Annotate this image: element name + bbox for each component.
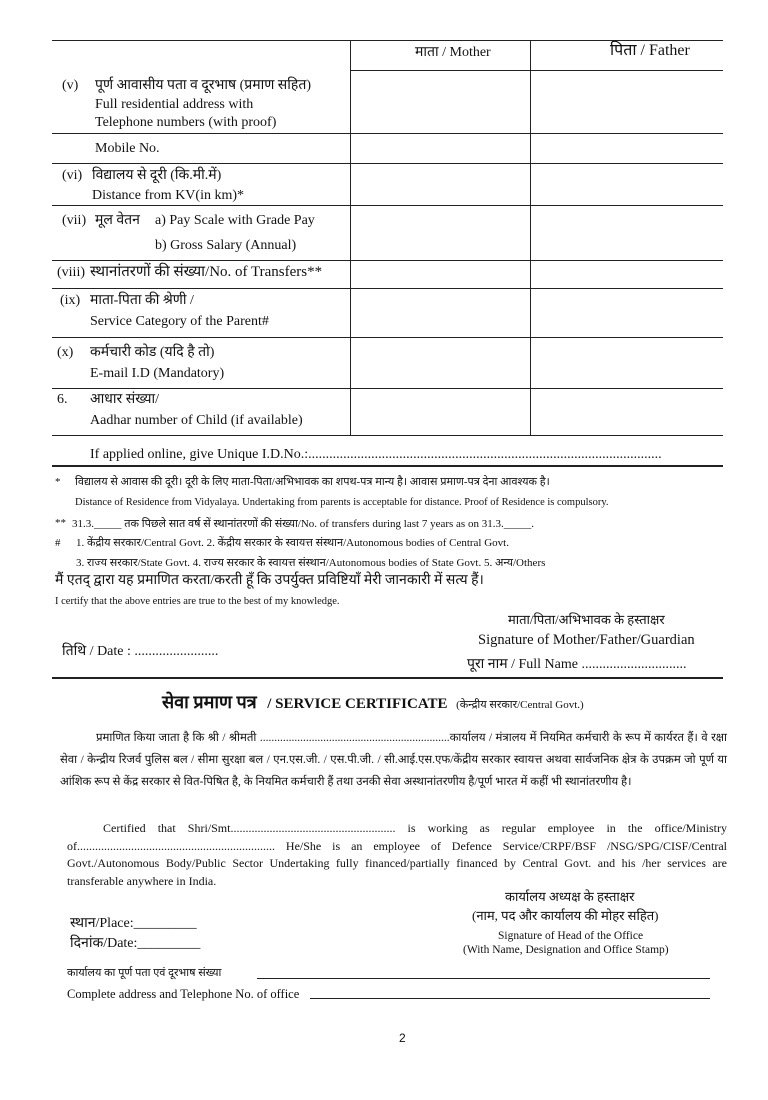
row-label: E-mail I.D (Mandatory) <box>90 366 225 381</box>
row-num: (ix) <box>60 293 81 308</box>
divider <box>52 465 723 467</box>
title-sub: (केन्द्रीय सरकार/Central Govt.) <box>456 699 584 711</box>
note-dstar: ** <box>55 517 66 529</box>
row-divider <box>52 337 723 338</box>
row-label-hindi: माता-पिता की श्रेणी / <box>90 293 194 308</box>
head-signature-hindi: कार्यालय अध्यक्ष के हस्ताक्षर <box>505 889 635 904</box>
certify-hindi: मैं एतद् द्वारा यह प्रमाणित करता/करती हूँ कि उपर्युक्त प्रविष्टियाँ मेरी जानकारी में सत्य हैं। <box>55 573 484 588</box>
row-num: (x) <box>57 345 74 360</box>
row-label-hindi: मूल वेतन <box>95 213 140 228</box>
row-divider <box>52 388 723 389</box>
row-label: Full residential address with <box>95 97 254 112</box>
row-divider <box>52 163 723 164</box>
row-label: Distance from KV(in km)* <box>92 188 245 203</box>
row-label-hindi: पूर्ण आवासीय पता व दूरभाष (प्रमाण सहित) <box>95 78 311 93</box>
certificate-para-hindi: प्रमाणित किया जाता है कि श्री / श्रीमती ..................................................................कार्यालय / मंत्रालय में नियमित कर्मचारी के रूप में कार्यरत हैं। वे रक्षा सेवा / केन्द्रीय रिजर्व पुलिस बल / सीमा सुरक्षा बल / एन.एस.जी. / एस.पी.जी. / सी.आई.एस.एफ/केंद्रीय सरकार स्वायत्त अथवा सार्वजनिक क्षेत्र के उपक्रम जो पूर्ण या आंशिक रूप से केंद्र सरकार से वित-पिषित है, के नियमित कर्मचारी हैं तथा उनकी सेवा अस्थानांतरणीय है/पूर्ण भारत में कहीं भी स्थानांतरणीय है। <box>60 732 727 788</box>
row-divider <box>52 288 723 289</box>
address-line[interactable] <box>257 978 710 979</box>
signature-english: Signature of Mother/Father/Guardian <box>478 632 695 648</box>
page-number: 2 <box>399 1031 406 1045</box>
certify-english: I certify that the above entries are true to the best of my knowledge. <box>55 596 340 607</box>
place-field[interactable]: स्थान/Place:_________ <box>70 916 197 931</box>
note-star-hindi: विद्यालय से आवास की दूरी। दूरी के लिए माता-पिता/अभिभावक का शपथ-पत्र मान्य है। आवास प्रमाण-पत्र देना आवश्यक है। <box>75 476 550 488</box>
row-num: (vi) <box>62 168 83 183</box>
certificate-date-field[interactable]: दिनांक/Date:_________ <box>70 936 201 951</box>
divider <box>52 677 723 679</box>
row-divider <box>52 435 723 436</box>
row-divider <box>52 260 723 261</box>
row-num: 6. <box>57 392 68 407</box>
row-divider <box>52 133 723 134</box>
row-num: (viii) <box>57 265 85 280</box>
office-address-english: Complete address and Telephone No. of office <box>67 987 300 1001</box>
note-hash: # <box>55 537 61 549</box>
signature-hindi: माता/पिता/अभिभावक के हस्ताक्षर <box>508 612 665 627</box>
row-label: b) Gross Salary (Annual) <box>155 238 297 253</box>
row-label-hindi: विद्यालय से दूरी (कि.मी.में) <box>92 168 222 183</box>
title-hindi: सेवा प्रमाण पत्र <box>162 692 257 712</box>
row-num: (v) <box>62 78 79 93</box>
row-label-hindi: आधार संख्या/ <box>90 392 160 407</box>
head-signature-english: Signature of Head of the Office <box>498 930 644 942</box>
row-label: a) Pay Scale with Grade Pay <box>155 213 315 228</box>
title-english: / SERVICE CERTIFICATE <box>267 696 448 712</box>
row-divider <box>350 70 723 71</box>
note-star: * <box>55 476 61 488</box>
address-line[interactable] <box>310 998 710 999</box>
head-signature-hindi-sub: (नाम, पद और कार्यालय की मोहर सहित) <box>472 908 659 923</box>
row-label: स्थानांतरणों की संख्या/No. of Transfers** <box>90 264 323 280</box>
header-father: पिता / Father <box>610 42 690 59</box>
row-label: Telephone numbers (with proof) <box>95 115 277 130</box>
certificate-title <box>162 691 584 716</box>
header-mother: माता / Mother <box>415 45 491 60</box>
full-name-field[interactable]: पूरा नाम / Full Name .............................. <box>467 657 687 672</box>
row-label: Aadhar number of Child (if available) <box>90 413 303 428</box>
row-label: Service Category of the Parent# <box>90 314 269 329</box>
row-label: Mobile No. <box>95 141 160 156</box>
column-divider <box>350 40 351 435</box>
online-id-field[interactable]: If applied online, give Unique I.D.No.:..................................................................................................... <box>90 447 662 462</box>
row-label-hindi: कर्मचारी कोड (यदि है तो) <box>90 345 215 360</box>
certificate-para-english: Certified that Shri/Smt....................................................... is working as regular employee in the office/Ministry of.................................................................. He/She is an employee of Defence Service/CRPF/BSF /NSG/SPG/CISF/Central Govt./Autonomous Body/Public Sector Undertaking fully financed/partially financed by Central Govt. and his /her services are transferable anywhere in India. <box>67 821 727 888</box>
note-transfers: 31.3._____ तक पिछले सात वर्ष सें स्थानांतरणों की संख्या/No. of transfers during last 7 years as on 31.3._____. <box>72 518 534 530</box>
note-category-2: 3. राज्य सरकार/State Govt. 4. राज्य सरकार के स्वायत्त संस्थान/Autonomous bodies of State Govt. 5. अन्य/Others <box>76 557 546 569</box>
office-address-hindi: कार्यालय का पूर्ण पता एवं दूरभाष संख्या <box>67 967 222 979</box>
note-category-1: 1. केंद्रीय सरकार/Central Govt. 2. केंद्रीय सरकार के स्वायत्त संस्थान/Autonomous bodies of Central Govt. <box>76 537 509 549</box>
table-top-border <box>52 40 723 41</box>
head-signature-english-sub: (With Name, Designation and Office Stamp) <box>463 944 669 956</box>
date-field[interactable]: तिथि / Date : ........................ <box>62 644 219 659</box>
row-divider <box>52 205 723 206</box>
note-star-english: Distance of Residence from Vidyalaya. Undertaking from parents is acceptable for distance. Proof of Residence is compulsory. <box>75 497 609 508</box>
column-divider <box>530 40 531 435</box>
row-num: (vii) <box>62 213 87 228</box>
